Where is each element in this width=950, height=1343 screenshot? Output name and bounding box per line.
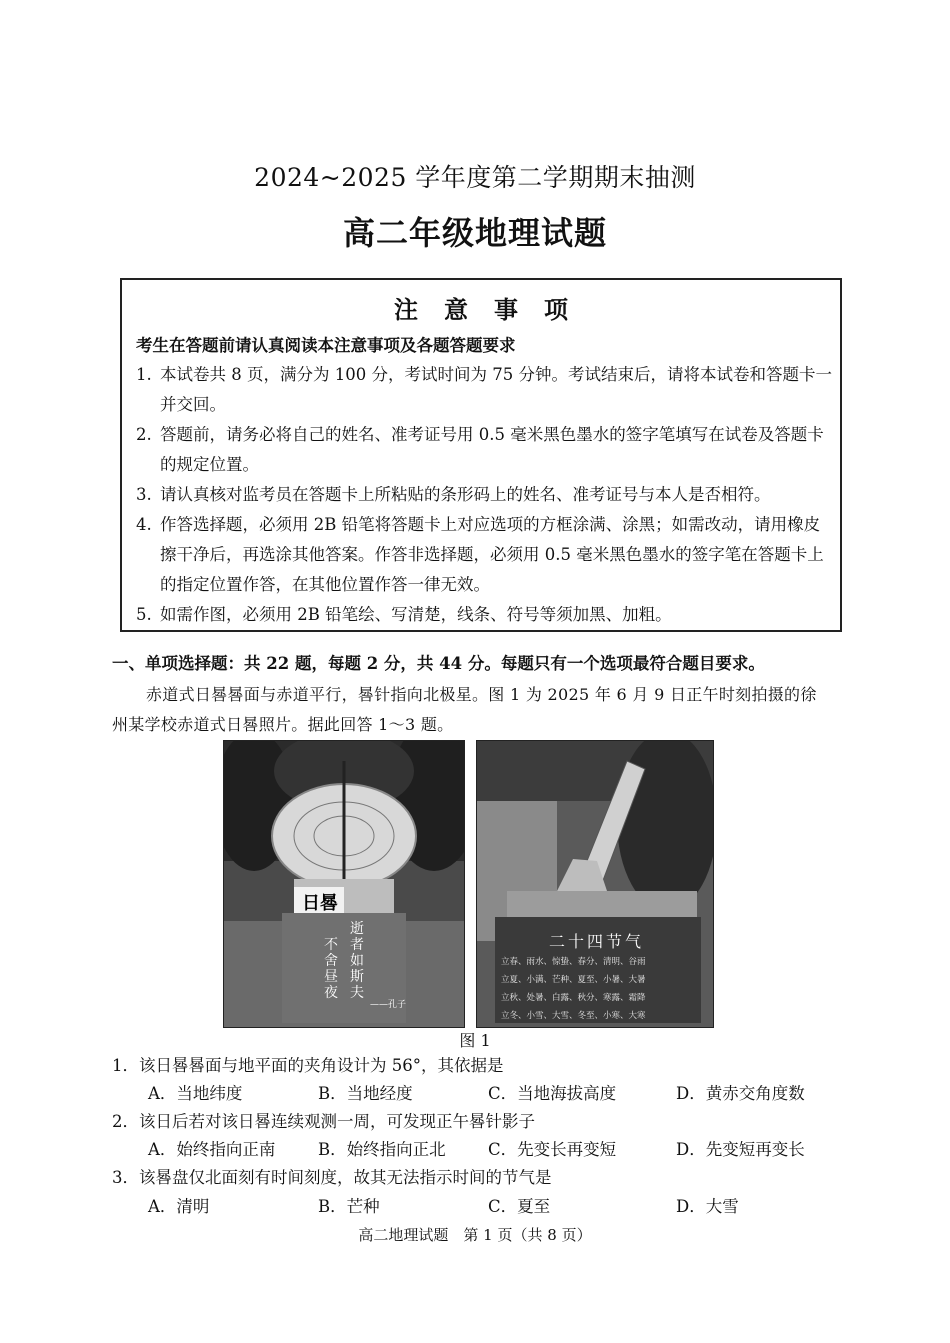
- question-1-option-c: C．当地海拔高度: [488, 1084, 617, 1103]
- notice-item-number: 4.: [136, 515, 152, 534]
- exam-subject-title: 高二年级地理试题: [342, 214, 607, 252]
- solar-terms-row: 立冬、小雪、大雪、冬至、小寒、大寒: [501, 1011, 646, 1021]
- notice-item: [136, 600, 836, 630]
- sundial-photo-right: [476, 740, 714, 1028]
- notice-item-text: 请认真核对监考员在答题卡上所粘贴的条形码上的姓名、准考证号与本人是否相符。: [160, 485, 771, 504]
- solar-terms-row: 立夏、小满、芒种、夏至、小暑、大暑: [501, 975, 646, 985]
- notice-item: [136, 420, 836, 480]
- question-2-option-b: B．始终指向正北: [318, 1140, 446, 1159]
- notice-item-text: 如需作图，必须用 2B 铅笔绘、写清楚，线条、符号等须加黑、加粗。: [160, 605, 672, 624]
- notice-item-number: 5.: [136, 605, 152, 624]
- page-footer: 高二地理试题 第 1 页（共 8 页）: [358, 1226, 592, 1244]
- question-stem-1: 1．该日晷晷面与地平面的夹角设计为 56°，其依据是: [112, 1056, 504, 1075]
- question-1-option-d: D．黄赤交角度数: [676, 1084, 805, 1103]
- inscription-signature: ——孔子: [370, 1000, 407, 1010]
- question-3-option-c: C．夏至: [488, 1197, 551, 1216]
- solar-terms-list: [501, 953, 646, 1025]
- question-stem-3: 3．该晷盘仅北面刻有时间刻度，故其无法指示时间的节气是: [112, 1168, 552, 1187]
- inscription-line: 逝者如斯夫: [350, 921, 364, 1001]
- solar-terms-row: 立春、雨水、惊蛰、春分、清明、谷雨: [501, 957, 646, 967]
- notice-item-text: 作答选择题，必须用 2B 铅笔将答题卡上对应选项的方框涂满、涂黑；如需改动，请用橡皮擦干净后，再选涂其他答案。作答非选择题，必须用 0.5 毫米黑色墨水的签字笔在答题卡上的指定位置作答，在其他位置作答一律无效。: [160, 515, 824, 594]
- question-2-option-c: C．先变长再变短: [488, 1140, 617, 1159]
- notice-item-number: 1.: [136, 365, 152, 384]
- solar-terms-title: 二十四节气: [549, 932, 645, 951]
- notice-subtitle: 考生在答题前请认真阅读本注意事项及各题答题要求: [136, 336, 516, 355]
- question-2-option-d: D．先变短再变长: [676, 1140, 805, 1159]
- sundial-photo-left: [223, 740, 465, 1028]
- inscription-line: 不舍昼夜: [324, 937, 338, 1001]
- section-heading: 一、单项选择题：共 22 题，每题 2 分，共 44 分。每题只有一个选项最符合题目要求。: [112, 654, 765, 673]
- question-1-option-b: B．当地经度: [318, 1084, 413, 1103]
- exam-term-title: 2024~2025 学年度第二学期期末抽测: [254, 163, 696, 192]
- question-2-option-a: A．始终指向正南: [148, 1140, 276, 1159]
- notice-item: [136, 510, 836, 600]
- sundial-plaque-text: 日晷: [302, 893, 338, 914]
- figure-caption: 图 1: [459, 1031, 491, 1050]
- notice-item: [136, 480, 836, 510]
- question-1-option-a: A．当地纬度: [148, 1084, 243, 1103]
- notice-item: [136, 360, 836, 420]
- question-3-option-a: A．清明: [148, 1197, 210, 1216]
- notice-item-number: 3.: [136, 485, 152, 504]
- notice-item-text: 本试卷共 8 页，满分为 100 分，考试时间为 75 分钟。考试结束后，请将本试卷和答题卡一并交回。: [160, 365, 832, 414]
- question-stem-2: 2．该日后若对该日晷连续观测一周，可发现正午晷针影子: [112, 1112, 535, 1131]
- sundial-photo-left-image: [224, 741, 464, 1027]
- notice-box: [120, 278, 842, 632]
- question-intro: 赤道式日晷晷面与赤道平行，晷针指向北极星。图 1 为 2025 年 6 月 9 日正午时刻拍摄的徐州某学校赤道式日晷照片。据此回答 1～3 题。: [112, 685, 817, 734]
- solar-terms-row: 立秋、处暑、白露、秋分、寒露、霜降: [501, 993, 646, 1003]
- question-3-option-b: B．芒种: [318, 1197, 380, 1216]
- notice-item-text: 答题前，请务必将自己的姓名、准考证号用 0.5 毫米黑色墨水的签字笔填写在试卷及答题卡的规定位置。: [160, 425, 824, 474]
- notice-item-number: 2.: [136, 425, 152, 444]
- notice-title: 注意事项: [394, 295, 594, 324]
- question-3-option-d: D．大雪: [676, 1197, 739, 1216]
